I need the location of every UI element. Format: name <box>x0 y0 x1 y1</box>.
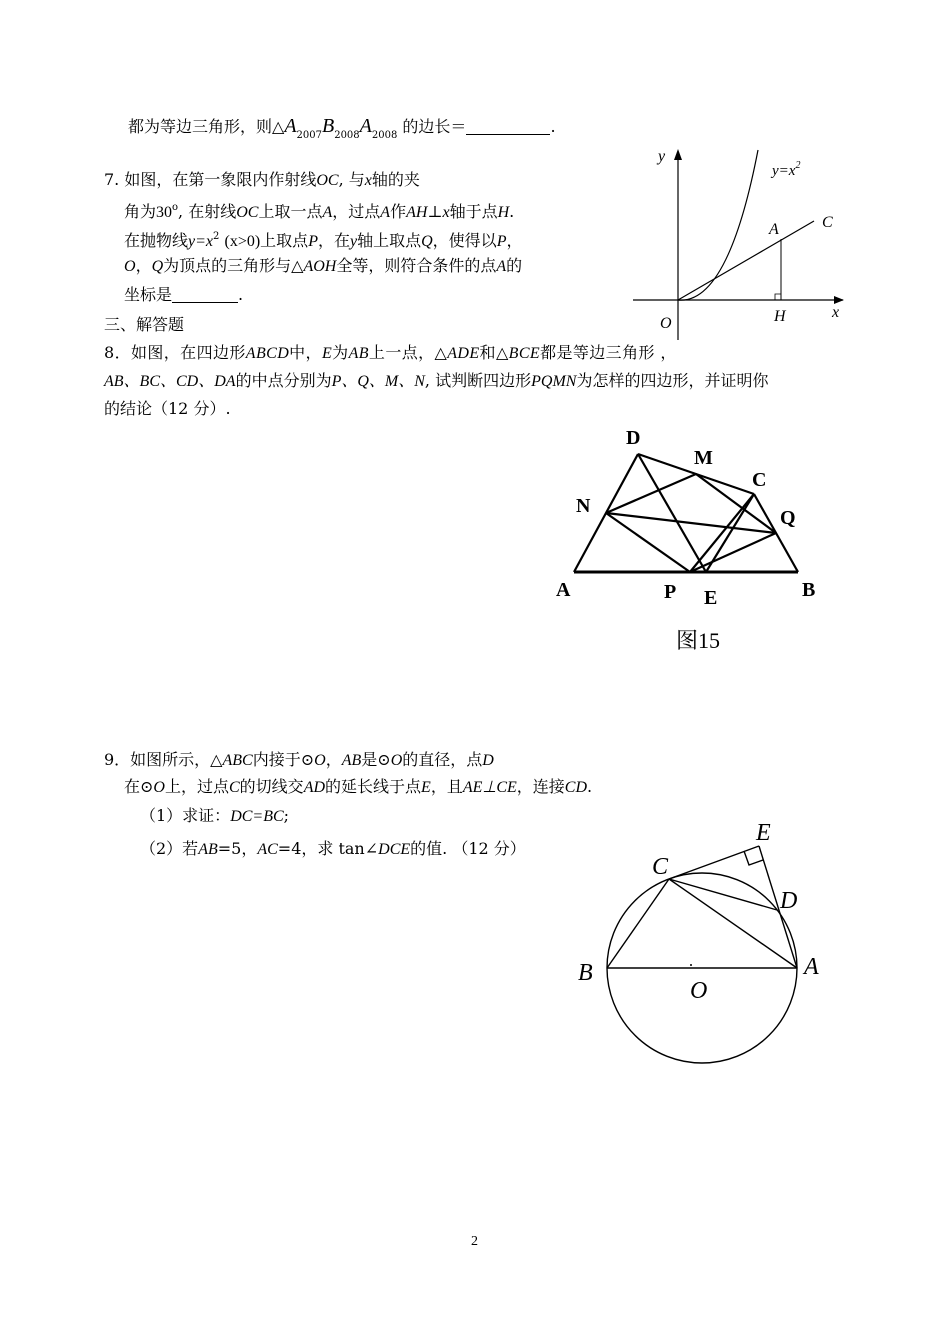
q7-text: . <box>509 202 515 221</box>
q9-text: ，且 <box>430 777 463 796</box>
label-p: P <box>664 581 677 603</box>
q9-e: E <box>421 779 431 796</box>
q9-text: （1）求证： <box>140 806 231 825</box>
q9-line1 <box>104 748 494 773</box>
q9-text: 的切线交 <box>239 777 304 796</box>
q8-text: 为怎样的四边形，并证明你 <box>576 371 769 390</box>
q8-text: 都是等边三角形 ， <box>540 343 677 362</box>
q7-text: 轴的夹 <box>371 170 420 189</box>
q7-degree: o <box>172 202 179 213</box>
q7-text: , 与 <box>338 170 365 189</box>
q8-midpoints: P、Q、M、N <box>331 373 425 390</box>
label-b: B <box>578 960 593 986</box>
q7-h: H <box>497 204 510 221</box>
q7-line4 <box>124 254 522 279</box>
label-a: A <box>556 579 571 601</box>
q9-text: 9．如图所示，△ <box>104 750 223 769</box>
q7-a: A <box>380 204 391 221</box>
q9-text: ; <box>283 806 290 825</box>
q9-abc: ABC <box>222 752 253 769</box>
label-b: B <box>802 579 816 601</box>
q7-line5 <box>124 283 243 307</box>
q7-ah: AH <box>406 204 428 221</box>
q7-perp: ⊥ <box>427 202 443 221</box>
page-number: 2 <box>471 1234 478 1249</box>
curve-label <box>770 160 800 179</box>
q7-text: ， <box>135 256 152 275</box>
q7-x: x <box>364 172 372 189</box>
q8-line3: 的结论（12 分）. <box>104 399 231 418</box>
label-c: C <box>652 854 669 880</box>
label-q: Q <box>780 507 796 529</box>
q8-sides: AB、BC、CD、DA <box>104 373 236 390</box>
q6-end: . <box>550 117 556 136</box>
q7-p: P <box>308 233 318 250</box>
q7-text: ，过点 <box>332 202 381 221</box>
q9-o: O <box>390 752 403 769</box>
segment-pq <box>690 533 776 572</box>
q7-text: 坐标是 <box>124 285 173 304</box>
q7-text: ，使得以 <box>432 231 497 250</box>
q7-q: Q <box>421 233 433 250</box>
q9-text: . <box>587 777 593 796</box>
q7-text: 在抛物线 <box>124 231 189 250</box>
q9-ab: AB <box>341 752 362 769</box>
q7-parabola-exp: 2 <box>213 231 220 242</box>
label-d: D <box>780 888 798 914</box>
q8-e: E <box>321 345 333 362</box>
q7-text: 为顶点的三角形与△ <box>163 256 304 275</box>
label-e: E <box>704 587 718 609</box>
q8-text: 和△ <box>479 343 509 362</box>
q7-text: ，在 <box>317 231 350 250</box>
q8-text: 为 <box>332 343 349 362</box>
q9-text: 的值. （12 分） <box>410 839 526 858</box>
q7-x: x <box>442 204 450 221</box>
chord-cd <box>669 879 777 910</box>
q9-ad: AD <box>303 779 326 796</box>
q7-condition: (x>0) <box>224 233 261 250</box>
q8-text: 中， <box>289 343 322 362</box>
q9-text: 在⊙ <box>124 777 154 796</box>
q8-text: 的中点分别为 <box>235 371 332 390</box>
q7-a: A <box>322 204 333 221</box>
q7-o: O <box>124 258 136 275</box>
q7-line2 <box>124 196 514 225</box>
q9-text: =5， <box>217 839 258 858</box>
q8-figure-labels <box>556 427 815 609</box>
y-axis-arrow-icon <box>674 149 682 160</box>
q7-y: y <box>349 233 358 250</box>
label-e: E <box>756 820 771 846</box>
q9-text: ，连接 <box>516 777 565 796</box>
label-a: A <box>804 954 819 980</box>
q7-text: 如图，在第一象限内作射线 <box>124 170 317 189</box>
q9-figure-labels <box>578 820 819 1004</box>
q6-prefix: 都为等边三角形，则△ <box>128 117 285 136</box>
q7-oc: OC <box>316 172 339 189</box>
q6-answer-blank[interactable] <box>466 116 550 135</box>
label-m: M <box>694 447 713 469</box>
q7-answer-blank[interactable] <box>172 284 238 303</box>
h-label: H <box>774 308 786 325</box>
q9-d: D <box>482 752 494 769</box>
q7-aoh: AOH <box>303 258 337 275</box>
q7-q: Q <box>151 258 164 275</box>
side-de <box>638 454 706 572</box>
figure-caption: 图15 <box>676 628 721 653</box>
label-d: D <box>626 427 641 449</box>
q7-line1 <box>104 168 420 193</box>
q7-text: 上取一点 <box>258 202 323 221</box>
q9-text: （2）若 <box>140 839 199 858</box>
q9-part1 <box>140 804 289 829</box>
q9-text: 内接于⊙ <box>252 750 315 769</box>
q7-text: 作 <box>390 202 407 221</box>
q7-text: 全等，则符合条件的点 <box>336 256 497 275</box>
q9-text: 上，过点 <box>164 777 229 796</box>
q8-abcd: ABCD <box>245 345 290 362</box>
q9-o: O <box>314 752 326 769</box>
segment-nm <box>606 474 696 513</box>
label-n: N <box>576 495 591 517</box>
curve-label-text: y=x <box>772 163 796 179</box>
q8-bce: BCE <box>508 345 541 362</box>
y-axis-label: y <box>658 148 666 165</box>
q7-line3 <box>124 225 522 254</box>
q9-cd: CD <box>564 779 588 796</box>
q6-a1: A <box>284 115 297 137</box>
right-angle-mark <box>744 851 763 865</box>
ray-oc <box>678 221 814 300</box>
right-angle-mark <box>775 294 781 300</box>
q9-figure <box>570 810 850 1070</box>
q9-text: 的延长线于点 <box>325 777 422 796</box>
label-c: C <box>752 469 767 491</box>
q9-dc-bc: DC=BC <box>230 808 284 825</box>
q8-pqmn: PQMN <box>531 373 577 390</box>
q9-text: 的直径，点 <box>402 750 483 769</box>
q8-ade: ADE <box>447 345 480 362</box>
q7-p: P <box>496 233 507 250</box>
q9-dce: DCE <box>378 841 411 858</box>
q9-line2 <box>124 775 592 800</box>
origin-label: O <box>660 315 672 332</box>
q7-text: ， <box>506 231 523 250</box>
q7-text: , 在射线 <box>178 202 237 221</box>
q7-text: 的 <box>506 256 523 275</box>
segment-pc <box>690 494 754 572</box>
q7-figure <box>628 145 858 335</box>
q9-part2 <box>140 837 526 862</box>
q6-a2: A <box>359 115 372 137</box>
q7-angle: 30 <box>156 204 173 221</box>
q9-text: 是⊙ <box>361 750 391 769</box>
q6-suffix: 的边长＝ <box>402 117 467 136</box>
q8-line2 <box>104 369 768 394</box>
q6-a1-sub: 2007 <box>296 130 322 141</box>
q8-text: , 试判断四边形 <box>424 371 532 390</box>
a-label: A <box>769 221 779 238</box>
q9-ab: AB <box>198 841 218 858</box>
section3-title: 三、解答题 <box>104 315 185 334</box>
q8-line1 <box>104 341 677 366</box>
q8-text: 上一点，△ <box>368 343 448 362</box>
q8-ab: AB <box>348 345 369 362</box>
q9-text: =4，求 tan∠ <box>277 839 379 858</box>
q6-tail-line <box>128 114 556 148</box>
q7-a: A <box>496 258 507 275</box>
q7-text: 角为 <box>124 202 157 221</box>
c-label: C <box>822 214 833 231</box>
q6-a2-sub: 2008 <box>371 130 398 141</box>
q7-text: 轴于点 <box>449 202 498 221</box>
q7-oc: OC <box>236 204 259 221</box>
q7-number: 7. <box>104 170 120 189</box>
q6-b: B <box>321 115 335 137</box>
curve-label-exp: 2 <box>795 160 801 171</box>
q8-text: 8．如图，在四边形 <box>104 343 246 362</box>
chord-ca <box>669 879 797 968</box>
q7-parabola: y=x <box>188 233 214 250</box>
label-o: O <box>690 978 708 1004</box>
q9-ac: AC <box>257 841 278 858</box>
q9-ae-perp-ce: AE⊥CE <box>462 779 517 796</box>
parabola-curve <box>678 150 758 300</box>
x-axis-label: x <box>832 304 840 321</box>
chord-bc <box>607 879 669 968</box>
q6-b-sub: 2008 <box>334 130 360 141</box>
q7-text: 上取点 <box>260 231 309 250</box>
center-dot <box>690 964 692 966</box>
q9-text: ， <box>325 750 342 769</box>
q7-text: 轴上取点 <box>357 231 422 250</box>
q8-figure <box>548 420 828 660</box>
q9-o: O <box>153 779 165 796</box>
q7-end: . <box>238 285 244 304</box>
x-axis-arrow-icon <box>834 296 844 304</box>
q9-c: C <box>229 779 240 796</box>
